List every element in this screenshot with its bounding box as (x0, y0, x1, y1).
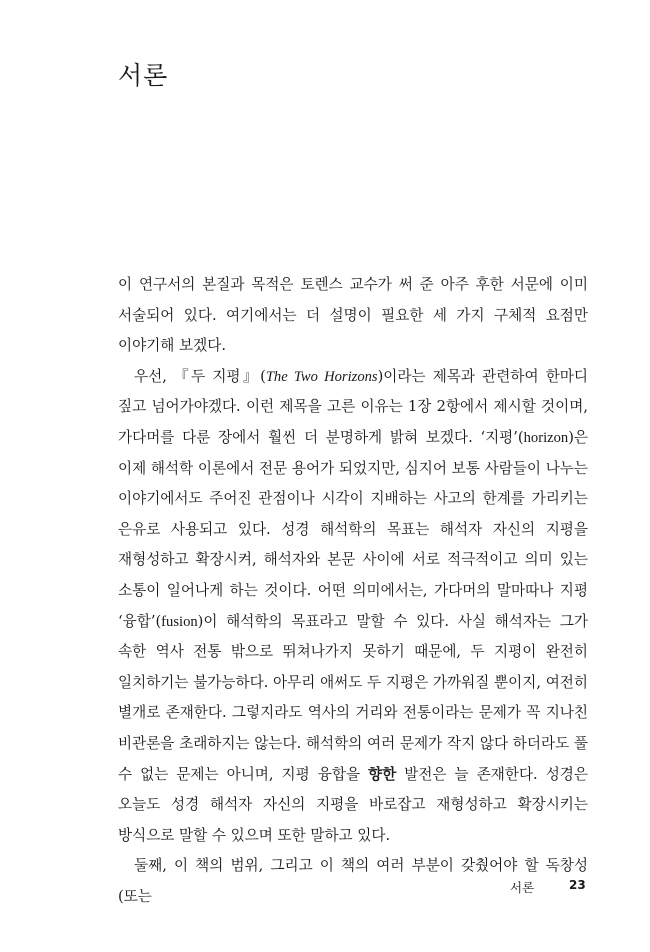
paragraph-horizons (118, 362, 588, 852)
paragraph-text-segment: 우선, 『두 지평』( (134, 367, 266, 385)
term-horizon: horizon (523, 429, 569, 446)
page-number: 23 (569, 878, 586, 892)
paragraph-text-segment: )이 해석학의 목표라고 말할 수 있다. 사실 해석자는 그가 속한 역사 전통 밖으로 뛰쳐나가지 못하기 때문에, 두 지평이 완전히 일치하기는 불가능하다. 아무리 애써도 두 지평은 가까워질 뿐이지, 여전히 별개로 존재한다. 그렇지라도 역사의 거리와 전통이라는 문제가 꼭 지나친 비관론을 초래하지는 않는다. 해석학의 여러 문제가 작지 않다 하더라도 풀 수 없는 문제는 아니며, 지평 융합을 (118, 612, 588, 783)
book-title-english: The Two Horizons (265, 368, 378, 385)
running-footer-label: 서론 (510, 880, 535, 895)
emphasized-word: 향한 (368, 765, 397, 783)
paragraph-text: 이 연구서의 본질과 목적은 토렌스 교수가 써 준 아주 후한 서문에 이미 서술되어 있다. 여기에서는 더 설명이 필요한 세 가지 구체적 요점만 이야기해 보겠다. (118, 276, 588, 355)
chapter-title: 서론 (118, 61, 169, 90)
paragraph-text-segment: 발전은 늘 존재한다. 성경은 오늘도 성경 해석자 자신의 지평을 바로잡고 재형성하고 확장시키는 방식으로 말할 수 있으며 또한 말하고 있다. (118, 765, 588, 844)
paragraph-text: 둘째, 이 책의 범위, 그리고 이 책의 여러 부분이 갖췄어야 할 독창성(또는 (118, 857, 588, 905)
paragraph-text-segment: )이라는 제목과 관련하여 한마디 짚고 넘어가야겠다. 이런 제목을 고른 이유는 1장 2항에서 제시할 것이며, 가다머를 다룬 장에서 훨씬 더 분명하게 밝혀 보겠다. ‘지평’( (118, 367, 588, 446)
body-text (118, 270, 588, 912)
paragraph-text-segment: )은 이제 해석학 이론에서 전문 용어가 되었지만, 심지어 보통 사람들이 나누는 이야기에서도 주어진 관점이나 시각이 지배하는 사고의 한계를 가리키는 은유로 사용되고 있다. 성경 해석학의 목표는 해석자 자신의 지평을 재형성하고 확장시켜, 해석자와 본문 사이에 서로 적극적이고 의미 있는 소통이 일어나게 하는 것이다. 어떤 의미에서는, 가다머의 말마따나 지평 ‘융합’( (118, 428, 588, 630)
paragraph-intro (118, 270, 588, 362)
term-fusion: fusion (161, 613, 198, 630)
